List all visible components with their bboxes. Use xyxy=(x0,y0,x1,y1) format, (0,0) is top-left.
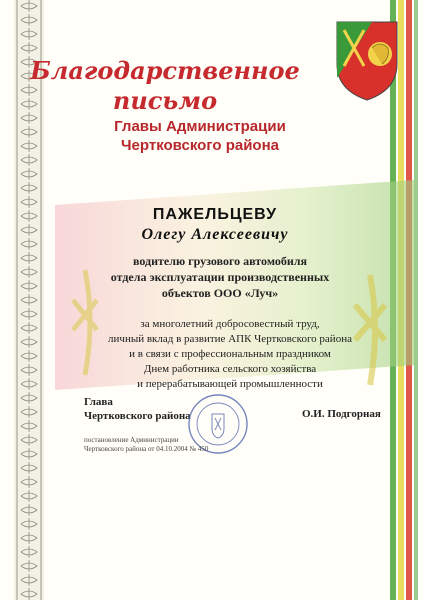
coat-of-arms-icon xyxy=(332,18,402,102)
signature-title: Глава xyxy=(84,396,113,408)
position-line: водителю грузового автомобиля xyxy=(133,254,307,268)
position-line: отдела эксплуатации производственных xyxy=(110,270,330,284)
certificate-title: Благодарственное xyxy=(30,56,300,85)
decree-reference-date: Чертковского района от 04.10.2004 № 450 xyxy=(84,445,209,453)
decree-reference: постановление Администрации xyxy=(84,436,179,444)
reason-line: личный вклад в развитие АПК Чертковского района xyxy=(108,333,352,345)
reason-line: и перерабатывающей промышленности xyxy=(137,378,323,390)
certificate-title-line2: письмо xyxy=(112,86,218,115)
issuer-title: Главы Администрации xyxy=(114,118,286,135)
reason-line: и в связи с профессиональным праздником xyxy=(129,348,331,360)
reason-line: Днем работника сельского хозяйства xyxy=(143,363,317,375)
signature-title-district: Чертковского района xyxy=(84,410,191,422)
recipient-surname: ПАЖЕЛЬЦЕВУ xyxy=(152,206,278,223)
issuer-district: Чертковского района xyxy=(121,137,279,154)
recipient-given-names: Олегу Алексеевичу xyxy=(141,226,289,243)
signer-name: О.И. Подгорная xyxy=(302,408,381,420)
position-line: объектов ООО «Луч» xyxy=(161,286,279,300)
reason-line: за многолетний добросовестный труд, xyxy=(140,318,320,330)
